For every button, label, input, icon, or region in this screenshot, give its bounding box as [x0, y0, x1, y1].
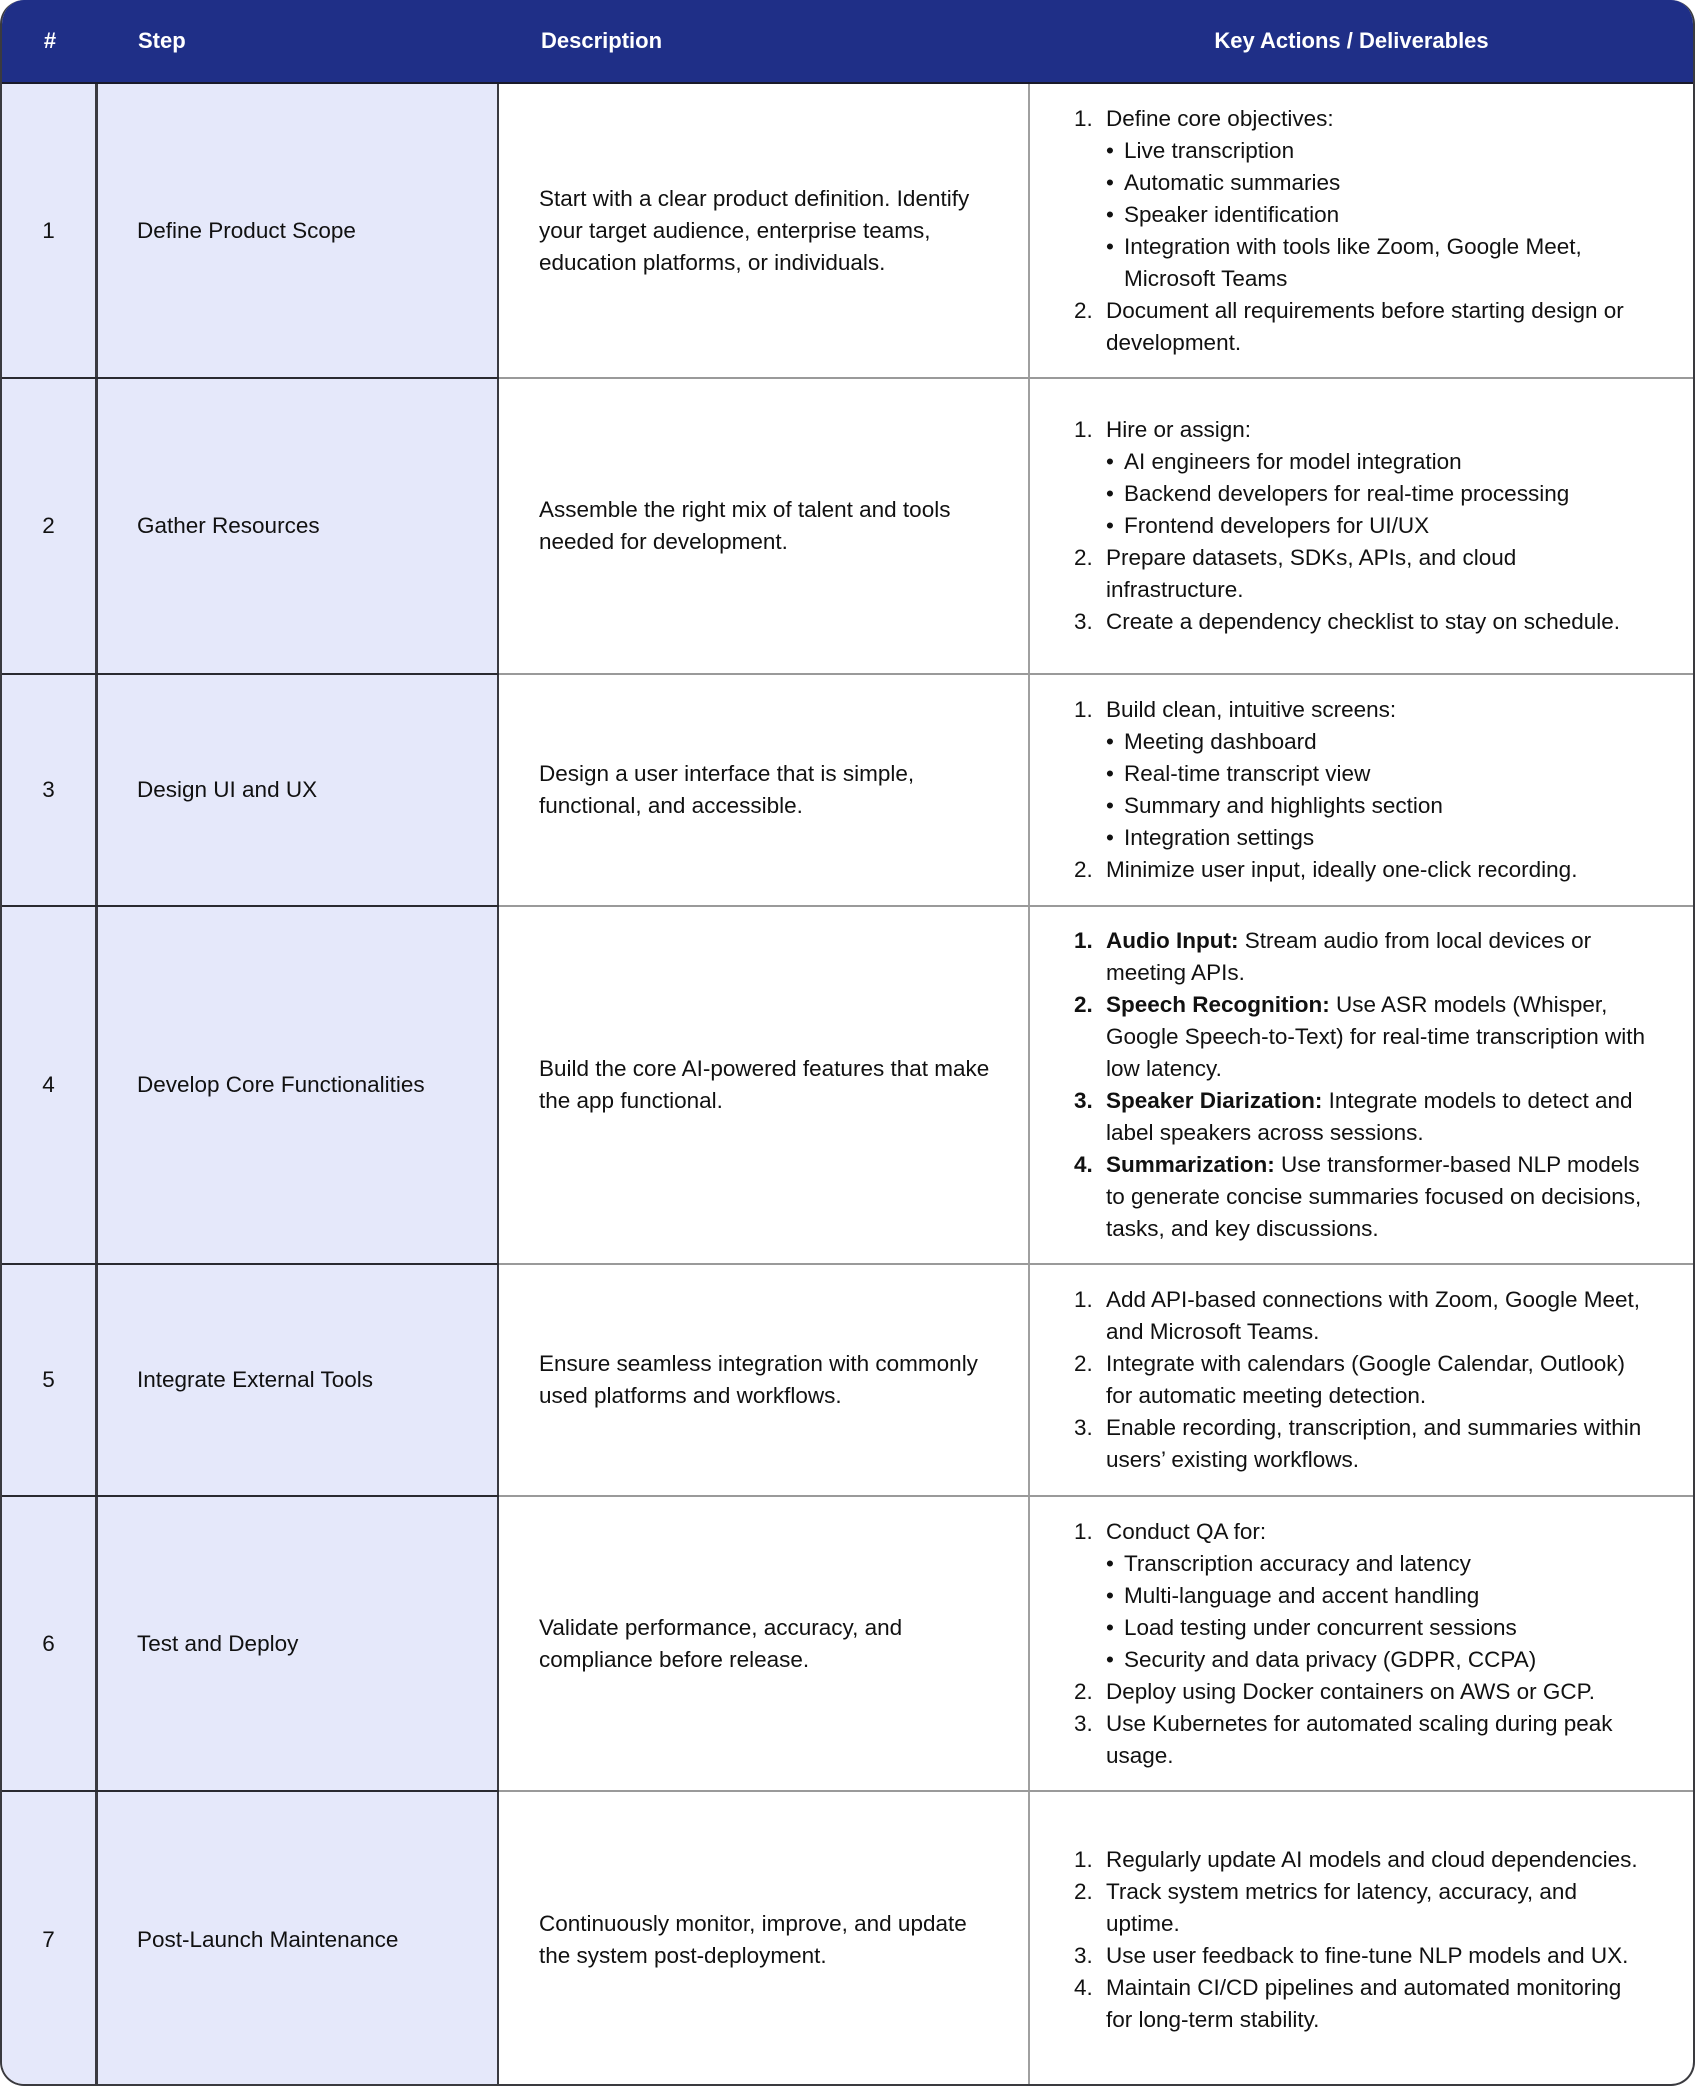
action-text: Integrate with calendars (Google Calendar, Outlook) for automatic meeting detection. — [1106, 1351, 1626, 1408]
actions-list — [1074, 694, 1577, 886]
action-text: Document all requirements before starting design or development. — [1106, 297, 1624, 355]
action-number: 4. — [1074, 1152, 1093, 1177]
action-lead: Speech Recognition: — [1106, 992, 1330, 1017]
action-text: Prepare datasets, SDKs, APIs, and cloud infrastructure. — [1106, 545, 1517, 602]
action-number: 3. — [1074, 1710, 1093, 1736]
action-item — [1074, 989, 1653, 1085]
action-item — [1074, 414, 1653, 542]
action-item — [1074, 1940, 1653, 1972]
action-text: Use Kubernetes for automated scaling during peak usage. — [1106, 1710, 1613, 1768]
action-number: 1. — [1074, 1518, 1093, 1544]
action-text: Enable recording, transcription, and summaries within users’ existing workflows. — [1106, 1415, 1642, 1472]
action-text: Use transformer-based NLP models to generate concise summaries focused on decisions, tasks, and key discussions. — [1106, 1152, 1642, 1241]
action-bullet: • Live transcription — [1106, 135, 1653, 167]
step-description-cell — [499, 379, 1030, 673]
step-description-cell — [499, 1497, 1030, 1790]
step-number: 5 — [2, 1265, 98, 1495]
step-name: Define Product Scope — [98, 84, 499, 377]
table-row — [2, 907, 1693, 1265]
table-row — [2, 379, 1693, 675]
step-number: 1 — [2, 84, 98, 377]
action-number: 3. — [1074, 1943, 1093, 1968]
actions-list — [1074, 925, 1653, 1245]
action-text: Deploy using Docker containers on AWS or GCP. — [1106, 1678, 1595, 1704]
step-number: 6 — [2, 1497, 98, 1790]
action-item — [1074, 1708, 1653, 1772]
action-text: Hire or assign: — [1106, 417, 1252, 442]
action-item — [1074, 1284, 1653, 1348]
action-number: 2. — [1074, 1879, 1093, 1904]
action-item — [1074, 1972, 1653, 2036]
action-lead: Speaker Diarization: — [1106, 1088, 1323, 1113]
action-text: Track system metrics for latency, accuracy, and uptime. — [1106, 1879, 1577, 1936]
action-bullet: • Summary and highlights section — [1106, 790, 1577, 822]
table-header — [2, 0, 1693, 84]
header-actions: Key Actions / Deliverables — [1214, 28, 1489, 53]
step-description: Continuously monitor, improve, and update the system post-deployment. — [539, 1911, 967, 1968]
table-row — [2, 1497, 1693, 1792]
action-bullets — [1106, 1548, 1653, 1676]
action-bullet: • Automatic summaries — [1106, 167, 1653, 199]
actions-list — [1074, 103, 1653, 359]
action-item — [1074, 694, 1577, 854]
action-item — [1074, 1516, 1653, 1676]
action-item — [1074, 103, 1653, 295]
step-number: 7 — [2, 1792, 98, 2086]
step-description-cell — [499, 675, 1030, 905]
key-actions-cell — [1030, 84, 1693, 377]
step-description: Start with a clear product definition. Identify your target audience, enterprise teams, education platforms, or individuals. — [539, 185, 970, 275]
action-number: 3. — [1074, 1088, 1093, 1113]
key-actions-cell — [1030, 1792, 1693, 2086]
action-text: Use user feedback to fine-tune NLP models and UX. — [1106, 1943, 1629, 1968]
action-number: 1. — [1074, 1847, 1093, 1872]
action-bullet: • Meeting dashboard — [1106, 726, 1577, 758]
actions-list — [1074, 1844, 1653, 2036]
action-text: Maintain CI/CD pipelines and automated monitoring for long-term stability. — [1106, 1975, 1622, 2032]
actions-list — [1074, 1284, 1653, 1476]
action-text: Build clean, intuitive screens: — [1106, 697, 1397, 722]
action-bullets — [1106, 446, 1653, 542]
action-item — [1074, 925, 1653, 989]
step-description-cell — [499, 1265, 1030, 1495]
action-text: Minimize user input, ideally one-click recording. — [1106, 857, 1578, 882]
action-bullet: • Transcription accuracy and latency — [1106, 1548, 1653, 1580]
action-bullet: • Security and data privacy (GDPR, CCPA) — [1106, 1644, 1653, 1676]
action-text: Stream audio from local devices or meeting APIs. — [1106, 928, 1592, 985]
action-number: 2. — [1074, 1351, 1093, 1376]
action-item — [1074, 1676, 1653, 1708]
action-bullets — [1106, 726, 1577, 854]
action-text: Conduct QA for: — [1106, 1518, 1267, 1544]
step-description: Validate performance, accuracy, and compliance before release. — [539, 1614, 903, 1672]
header-num: # — [43, 28, 57, 53]
table-row — [2, 84, 1693, 379]
step-number: 2 — [2, 379, 98, 673]
action-number: 4. — [1074, 1975, 1093, 2000]
action-item — [1074, 1412, 1653, 1476]
table-row — [2, 1265, 1693, 1497]
action-number: 3. — [1074, 1415, 1093, 1440]
table-row — [2, 1792, 1693, 2086]
table-row — [2, 675, 1693, 907]
step-name: Gather Resources — [98, 379, 499, 673]
action-text: Add API-based connections with Zoom, Google Meet, and Microsoft Teams. — [1106, 1287, 1641, 1344]
key-actions-cell — [1030, 379, 1693, 673]
action-number: 1. — [1074, 697, 1093, 722]
action-item — [1074, 295, 1653, 359]
action-number: 1. — [1074, 105, 1093, 131]
action-item — [1074, 542, 1653, 606]
action-text: Integrate models to detect and label speakers across sessions. — [1106, 1088, 1633, 1145]
key-actions-cell — [1030, 907, 1693, 1263]
action-lead: Summarization: — [1106, 1152, 1275, 1177]
action-bullet: • Integration settings — [1106, 822, 1577, 854]
action-bullet: • Speaker identification — [1106, 199, 1653, 231]
header-description: Description — [541, 28, 663, 53]
action-text: Use ASR models (Whisper, Google Speech-to-Text) for real-time transcription with low latency. — [1106, 992, 1645, 1081]
action-item — [1074, 1149, 1653, 1245]
step-description: Build the core AI-powered features that make the app functional. — [539, 1056, 990, 1113]
action-item — [1074, 1844, 1653, 1876]
action-text: Create a dependency checklist to stay on schedule. — [1106, 609, 1621, 634]
action-bullet: • Real-time transcript view — [1106, 758, 1577, 790]
actions-list — [1074, 1516, 1653, 1772]
step-name: Integrate External Tools — [98, 1265, 499, 1495]
action-number: 2. — [1074, 297, 1093, 323]
action-text: Define core objectives: — [1106, 105, 1334, 131]
action-item — [1074, 606, 1653, 638]
action-bullet: • Frontend developers for UI/UX — [1106, 510, 1653, 542]
action-number: 2. — [1074, 1678, 1093, 1704]
action-item — [1074, 1876, 1653, 1940]
step-name: Post-Launch Maintenance — [98, 1792, 499, 2086]
header-step: Step — [138, 28, 186, 53]
key-actions-cell — [1030, 1265, 1693, 1495]
key-actions-cell — [1030, 675, 1693, 905]
key-actions-cell — [1030, 1497, 1693, 1790]
step-name: Test and Deploy — [98, 1497, 499, 1790]
action-text: Regularly update AI models and cloud dependencies. — [1106, 1847, 1638, 1872]
action-number: 1. — [1074, 417, 1093, 442]
action-item — [1074, 1348, 1653, 1412]
step-name: Design UI and UX — [98, 675, 499, 905]
action-number: 2. — [1074, 545, 1093, 570]
action-bullet: • AI engineers for model integration — [1106, 446, 1653, 478]
action-number: 1. — [1074, 928, 1093, 953]
action-item — [1074, 854, 1577, 886]
step-description-cell — [499, 1792, 1030, 2086]
action-lead: Audio Input: — [1106, 928, 1239, 953]
step-description-cell — [499, 907, 1030, 1263]
action-number: 3. — [1074, 609, 1093, 634]
step-number: 4 — [2, 907, 98, 1263]
action-bullet: • Load testing under concurrent sessions — [1106, 1612, 1653, 1644]
actions-list — [1074, 414, 1653, 638]
action-number: 1. — [1074, 1287, 1093, 1312]
step-number: 3 — [2, 675, 98, 905]
action-number: 2. — [1074, 992, 1093, 1017]
step-description-cell — [499, 84, 1030, 377]
step-name: Develop Core Functionalities — [98, 907, 499, 1263]
step-description: Ensure seamless integration with commonly used platforms and workflows. — [539, 1351, 978, 1408]
action-bullets — [1106, 135, 1653, 295]
table-body — [2, 84, 1693, 2086]
action-bullet: • Integration with tools like Zoom, Google Meet, Microsoft Teams — [1106, 231, 1653, 295]
action-item — [1074, 1085, 1653, 1149]
step-description: Design a user interface that is simple, functional, and accessible. — [539, 761, 915, 818]
action-bullet: • Backend developers for real-time processing — [1106, 478, 1653, 510]
step-description: Assemble the right mix of talent and tools needed for development. — [539, 497, 951, 554]
action-number: 2. — [1074, 857, 1093, 882]
action-bullet: • Multi-language and accent handling — [1106, 1580, 1653, 1612]
